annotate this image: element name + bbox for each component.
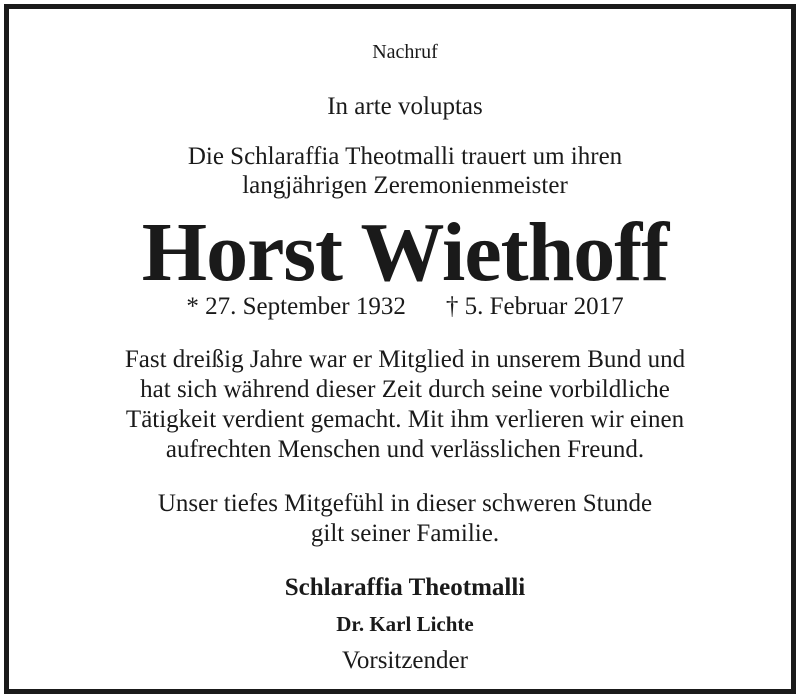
death-date: † 5. Februar 2017 — [445, 293, 624, 320]
intro-line-2: langjährigen Zeremonienmeister — [242, 172, 568, 199]
notice-heading: Nachruf — [372, 41, 438, 63]
tribute-line: Tätigkeit verdient gemacht. Mit ihm verlieren wir einen — [125, 406, 685, 433]
signature-name: Dr. Karl Lichte — [336, 612, 474, 636]
signature-role: Vorsitzender — [342, 647, 468, 674]
life-dates — [9, 293, 800, 321]
intro-line-1: Die Schlaraffia Theotmalli trauert um ihren — [187, 143, 623, 170]
signature-organization: Schlaraffia Theotmalli — [284, 574, 526, 601]
birth-date: * 27. September 1932 — [186, 293, 406, 320]
motto: In arte voluptas — [327, 93, 483, 120]
tribute-line: aufrechten Menschen und verlässlichen Freund. — [165, 436, 645, 463]
tribute-line: Fast dreißig Jahre war er Mitglied in unserem Bund und — [124, 346, 686, 373]
deceased-name: Horst Wiethoff — [141, 206, 669, 299]
condolence-line: Unser tiefes Mitgefühl in dieser schweren Stunde — [157, 490, 653, 517]
tribute-line: hat sich während dieser Zeit durch seine vorbildliche — [140, 376, 670, 403]
condolence-line: gilt seiner Familie. — [310, 520, 500, 547]
obituary-frame — [4, 4, 796, 694]
condolence-paragraph — [9, 489, 800, 549]
tribute-paragraph — [9, 345, 800, 465]
